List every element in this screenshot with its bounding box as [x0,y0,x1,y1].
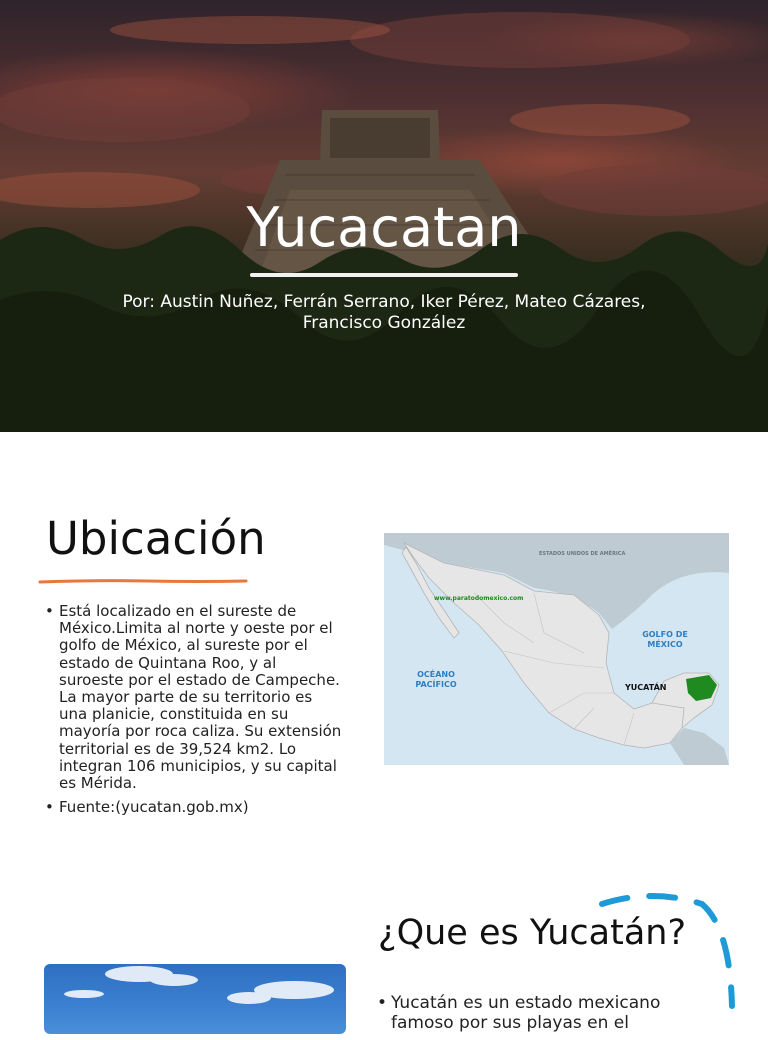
list-item [45,799,345,816]
location-heading: Ubicación [46,512,266,565]
heading-accent-line [38,576,250,588]
map-yucatan-label: YUCATÁN [625,683,667,692]
title-underline [250,273,518,277]
bullet-icon: • [45,798,54,817]
list-item [45,603,345,792]
bullet-text: Está localizado en el sureste de México.Limita al norte y oeste por el golfo de México, al sureste por el estado de Quintana Roo, y al suroeste por el estado de Campeche. La mayor parte de su territorio es una planicie, constituida en su mayoría por roca caliza. Su extensión territorial es de 39,524 km2. Lo integran 106 municipios, y su capital es Mérida. [59,602,342,793]
bullet-text: Yucatán es un estado mexicano famoso por sus playas en el [391,993,661,1033]
list-item [377,993,727,1033]
bullet-icon: • [45,602,54,620]
authors-subtitle: Por: Austin Nuñez, Ferrán Serrano, Iker Pérez, Mateo Cázares, Francisco González [122,292,646,333]
map-website-label: www.paratodomexico.com [434,595,524,602]
what-is-yucatan-heading: ¿Que es Yucatán? [378,913,687,953]
location-bullet-list [45,603,345,823]
map-ocean-label: OCÉANO PACÍFICO [415,670,457,689]
bullet-icon: • [377,993,388,1013]
map-usa-label: ESTADOS UNIDOS DE AMÉRICA [539,551,626,557]
title-slide [0,0,768,432]
presentation-title: Yucacatan [246,196,522,259]
bullet-text: Fuente:(yucatan.gob.mx) [59,798,249,817]
mexico-map-image [384,533,729,765]
map-gulf-label: GOLFO DE MÉXICO [642,630,688,649]
yucatan-bullet-list [377,993,727,1040]
